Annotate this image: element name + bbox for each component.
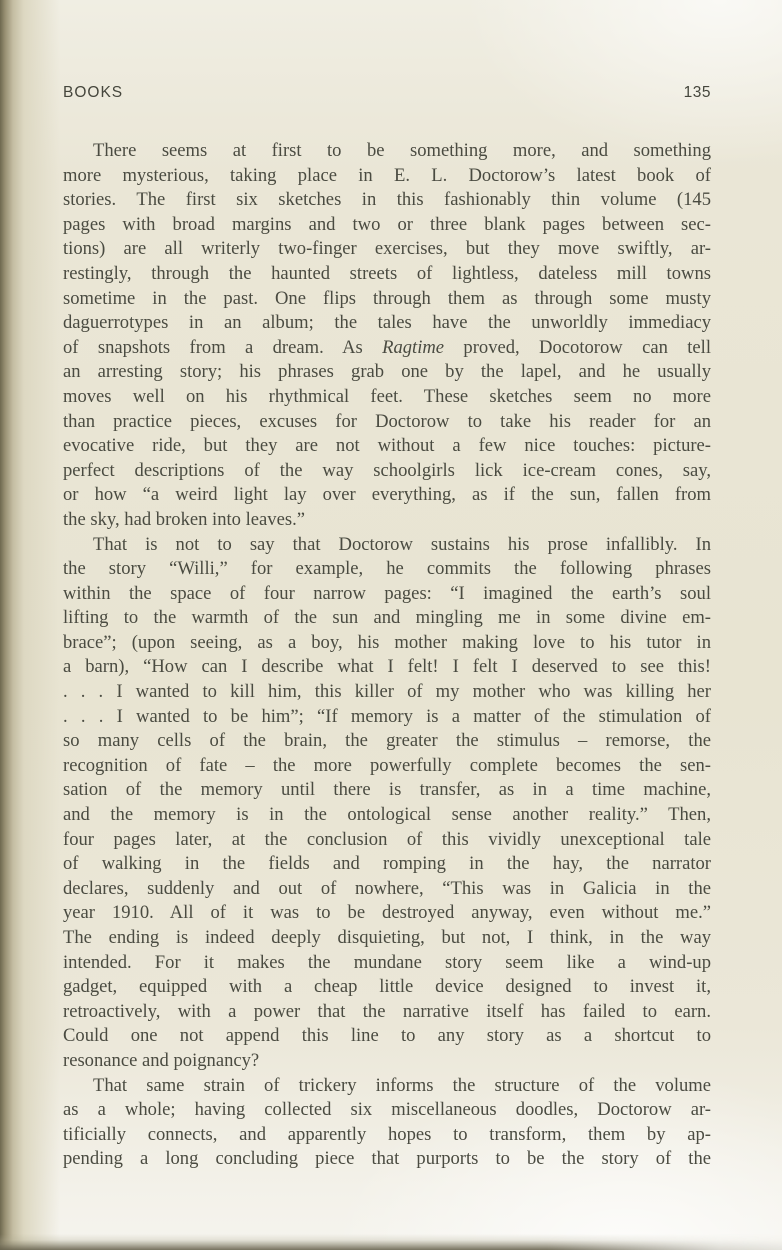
- text-line: [63, 951, 711, 976]
- text-segment: moves well on his rhythmical feet. These sketches seem no more: [63, 385, 711, 407]
- text-line: [63, 1024, 711, 1049]
- text-line: [63, 631, 711, 656]
- text-line: [63, 410, 711, 435]
- text-line: [63, 262, 711, 287]
- text-segment: within the space of four narrow pages: “I imagined the earth’s soul: [63, 582, 711, 604]
- text-segment: than practice pieces, excuses for Doctorow to take his reader for an: [63, 410, 711, 432]
- text-line: [63, 459, 711, 484]
- text-segment: and the memory is in the ontological sense another reality.” Then,: [63, 804, 711, 826]
- text-segment: of walking in the fields and romping in the hay, the narrator: [63, 853, 711, 875]
- text-line: [63, 778, 711, 803]
- text-segment: perfect descriptions of the way schoolgirls lick ice-cream cones, say,: [63, 459, 711, 481]
- running-header: [63, 84, 711, 102]
- text-segment: daguerrotypes in an album; the tales have the unworldly immediacy: [63, 312, 711, 334]
- text-segment: recognition of fate – the more powerfully complete becomes the sen-: [63, 754, 711, 776]
- text-segment: intended. For it makes the mundane story seem like a wind-up: [63, 951, 711, 973]
- text-segment: That is not to say that Doctorow sustains his prose infallibly. In: [93, 533, 711, 555]
- text-line: [63, 360, 711, 385]
- text-segment: Could one not append this line to any story as a shortcut to: [63, 1025, 711, 1047]
- text-segment: a barn), “How can I describe what I felt! I felt I deserved to see this!: [63, 656, 711, 678]
- text-line: [63, 926, 711, 951]
- text-line: [63, 434, 711, 459]
- text-segment: year 1910. All of it was to be destroyed anyway, even without me.”: [63, 902, 711, 924]
- text-line: [63, 582, 711, 607]
- text-segment: the sky, had broken into leaves.”: [63, 508, 305, 530]
- text-segment: so many cells of the brain, the greater the stimulus – remorse, the: [63, 730, 711, 752]
- text-segment: restingly, through the haunted streets of lightless, dateless mill towns: [63, 262, 711, 284]
- text-line: [63, 213, 711, 238]
- text-line: [63, 1147, 711, 1172]
- text-segment: That same strain of trickery informs the structure of the volume: [93, 1074, 711, 1096]
- text-segment: gadget, equipped with a cheap little device designed to invest it,: [63, 976, 711, 998]
- text-line: [63, 533, 711, 558]
- text-segment: retroactively, with a power that the narrative itself has failed to earn.: [63, 1000, 711, 1022]
- text-line: [63, 287, 711, 312]
- text-segment: proved, Docotorow can tell: [444, 336, 711, 358]
- text-segment: The ending is indeed deeply disquieting, but not, I think, in the way: [63, 927, 711, 948]
- text-segment: evocative ride, but they are not without a few nice touches: picture-: [63, 435, 711, 457]
- text-line: [63, 705, 711, 730]
- paragraph: [63, 533, 711, 1074]
- text-segment: sation of the memory until there is transfer, as in a time machine,: [63, 779, 711, 801]
- text-line: [63, 1123, 711, 1148]
- text-segment: pages with broad margins and two or three blank pages between sec-: [63, 213, 711, 235]
- text-line: [63, 1074, 711, 1099]
- text-line: [63, 237, 711, 262]
- text-segment: sometime in the past. One flips through them as through some musty: [63, 287, 711, 309]
- paragraph: [63, 139, 711, 533]
- text-line: [63, 336, 711, 361]
- text-segment: resonance and poignancy?: [63, 1049, 260, 1071]
- text-line: [63, 164, 711, 189]
- text-segment: pending a long concluding piece that purports to be the story of the: [63, 1148, 711, 1170]
- body-text: [63, 139, 711, 1172]
- text-line: [63, 828, 711, 853]
- text-segment: tions) are all writerly two-finger exercises, but they move swiftly, ar-: [63, 238, 711, 260]
- text-line: [63, 188, 711, 213]
- text-segment: the story “Willi,” for example, he commits the following phrases: [63, 558, 711, 580]
- text-segment: declares, suddenly and out of nowhere, “This was in Galicia in the: [63, 877, 711, 899]
- text-line: [63, 803, 711, 828]
- page-number: 135: [683, 84, 711, 101]
- text-segment: . . . I wanted to be him”; “If memory is a matter of the stimulation of: [63, 705, 711, 727]
- text-segment: of snapshots from a dream. As: [63, 336, 383, 358]
- running-head-section: BOOKS: [63, 84, 124, 101]
- text-line: [63, 852, 711, 877]
- text-line: [63, 975, 711, 1000]
- text-segment: There seems at first to be something more, and something: [93, 140, 711, 161]
- text-line: [63, 680, 711, 705]
- text-segment: or how “a weird light lay over everything, as if the sun, fallen from: [63, 484, 711, 506]
- text-segment: . . . I wanted to kill him, this killer of my mother who was killing her: [63, 681, 711, 703]
- text-line: [63, 655, 711, 680]
- text-line: [63, 483, 711, 508]
- text-segment: an arresting story; his phrases grab one by the lapel, and he usually: [63, 361, 711, 383]
- text-segment: four pages later, at the conclusion of this vividly unexceptional tale: [63, 828, 711, 850]
- italic-book-title: Ragtime: [382, 336, 445, 358]
- paragraph: [63, 1074, 711, 1172]
- text-segment: lifting to the warmth of the sun and mingling me in some divine em-: [63, 607, 711, 629]
- text-line: [63, 754, 711, 779]
- text-line: [63, 508, 711, 533]
- text-segment: tificially connects, and apparently hopes to transform, them by ap-: [63, 1123, 711, 1145]
- text-line: [63, 557, 711, 582]
- text-line: [63, 901, 711, 926]
- text-line: [63, 606, 711, 631]
- text-line: [63, 1000, 711, 1025]
- text-segment: stories. The first six sketches in this fashionably thin volume (145: [63, 189, 711, 211]
- text-line: [63, 139, 711, 164]
- text-line: [63, 1049, 711, 1074]
- text-segment: as a whole; having collected six miscellaneous doodles, Doctorow ar-: [63, 1099, 711, 1121]
- text-line: [63, 877, 711, 902]
- text-line: [63, 385, 711, 410]
- text-line: [63, 729, 711, 754]
- text-segment: more mysterious, taking place in E. L. Doctorow’s latest book of: [63, 164, 711, 186]
- text-line: [63, 1098, 711, 1123]
- text-segment: brace”; (upon seeing, as a boy, his mother making love to his tutor in: [63, 631, 711, 653]
- text-line: [63, 311, 711, 336]
